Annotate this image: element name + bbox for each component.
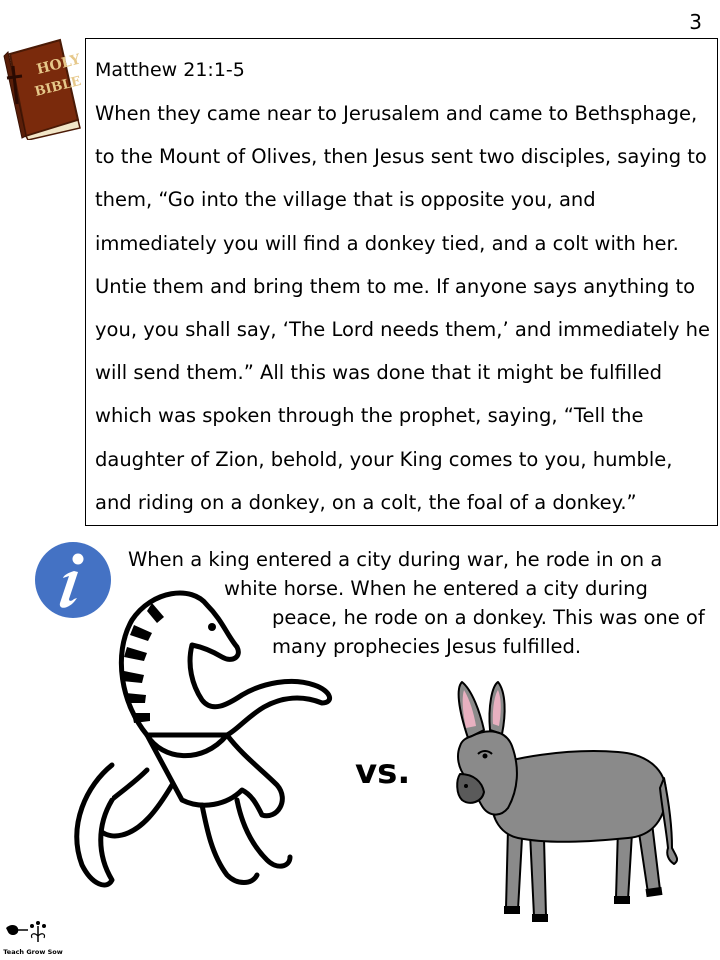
scripture-line: immediately you will find a donkey tied, and a colt with her. (95, 231, 679, 255)
scripture-line: you, you shall say, ‘The Lord needs them,’ and immediately he (95, 318, 711, 342)
scripture-box (85, 38, 718, 526)
info-text-line: white horse. When he entered a city during (224, 577, 648, 600)
rearing-horse-illustration (52, 585, 342, 905)
page-number: 3 (689, 10, 702, 34)
logo-text: Teach Grow Sow (3, 948, 63, 956)
info-text-line: many prophecies Jesus fulfilled. (272, 635, 582, 658)
scripture-reference: Matthew 21:1-5 (95, 59, 245, 81)
scripture-line: and riding on a donkey, on a colt, the foal of a donkey.” (95, 490, 637, 514)
scripture-line: which was spoken through the prophet, saying, “Tell the (95, 404, 644, 428)
teach-grow-sow-logo (2, 918, 64, 958)
scripture-line: daughter of Zion, behold, your King comes to you, humble, (95, 447, 673, 471)
scripture-line: When they came near to Jerusalem and came to Bethsphage, (95, 102, 698, 125)
bible-title-line2: BIBLE (33, 73, 83, 100)
bible-title-line1: HOLY (35, 51, 83, 78)
vs-label: vs. (355, 752, 411, 792)
scripture-line: will send them.” All this was done that it might be fulfilled (95, 361, 663, 385)
scripture-line: to the Mount of Olives, then Jesus sent two disciples, saying to (95, 145, 707, 169)
info-text-line: peace, he rode on a donkey. This was one of (272, 606, 705, 629)
scripture-line: them, “Go into the village that is opposite you, and (95, 188, 596, 212)
holy-bible-book-icon (2, 36, 84, 140)
info-text-line: When a king entered a city during war, he rode in on a (128, 548, 663, 571)
scripture-line: Untie them and bring them to me. If anyone says anything to (95, 274, 696, 298)
donkey-illustration (448, 678, 678, 938)
